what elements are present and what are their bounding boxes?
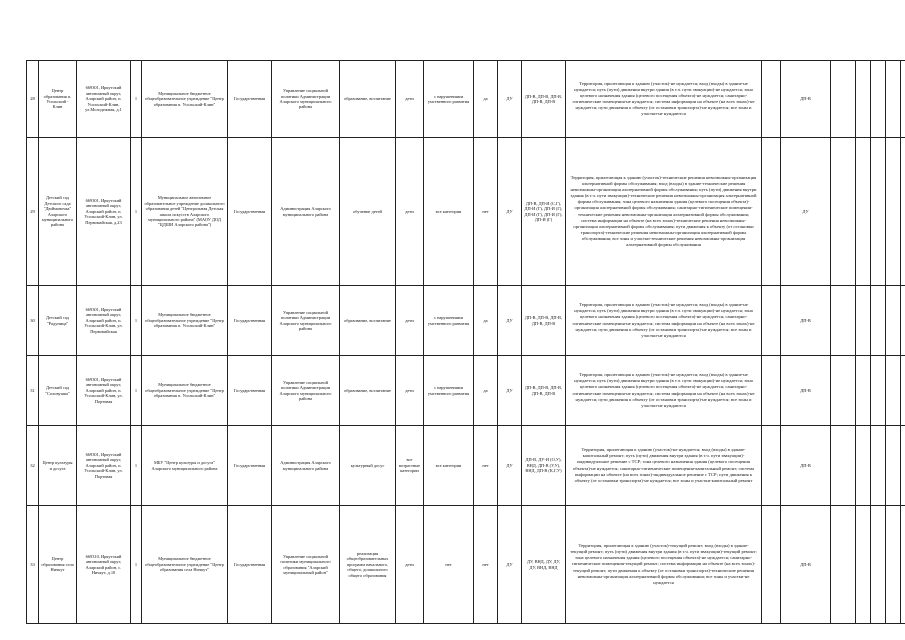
column-value: ДУ xyxy=(498,61,522,138)
adaptation-description: Территория, прилегающая к зданию (участок)-текущий ремонт; вход (входы) в здание-текущий ремонт; путь (пути) движения внутри здания (в т.ч. пути эвакуации)-текущий ремонт; зона целевого назначения здания (целевого посещения объекта)-не нуждается; санитарно-гигиенические помещения-текущий ремонт; система информации на объекте (на всех зонах)-текущий ремонт; пути движения к объекту (от остановки транспорта)-технические решения невозможны-организация альтернативной формы обслуживания; все зоны и участки-не нуждается xyxy=(566,506,762,624)
empty-cell xyxy=(856,506,871,624)
service-users: дети xyxy=(396,286,424,356)
ownership-form: Государственная xyxy=(228,506,272,624)
object-address: 669301, Иркутский автономный округ, Аларский район, п. Усольский-Клин, ул. Первомайская xyxy=(77,286,131,356)
column-value: да xyxy=(474,356,498,426)
empty-cell xyxy=(831,286,856,356)
column-value: ДУ xyxy=(498,138,522,286)
object-address: 669301, Иркутский автономный округ, Аларский район, п. Усольский-Клин, ул.Молодежная, д.1 xyxy=(77,61,131,138)
object-name: Центр культуры и досуга xyxy=(39,426,77,506)
activity-type: образование, воспитание xyxy=(340,286,396,356)
column-value: ДУ xyxy=(498,506,522,624)
accessibility-status: ДУ, ВНД, ДУ, ДУ, ДУ, ВНД, ВНД xyxy=(522,506,566,624)
activity-type: культурный досуг xyxy=(340,426,396,506)
activity-type: реализация общеобразовательных программ начального, общего, дошкольного общего образования xyxy=(340,506,396,624)
organization-name: Муниципальное бюджетное общеобразовательное учреждение "Центр образования п. Усольский-Клин" xyxy=(142,286,228,356)
accessibility-status: ДП-В, ДУ-И (О,У), ВНД, ДП-В (У,У), ВНД, ДП-В (К,Г,У) xyxy=(522,426,566,506)
floor-count: 1 xyxy=(131,138,142,286)
result-status: ДП-В xyxy=(781,61,831,138)
object-address: 669301, Иркутский автономный округ, Аларский район, п. Усольский-Клин, ул. Первомайская, д.23 xyxy=(77,138,131,286)
empty-cell xyxy=(762,286,781,356)
empty-cell xyxy=(871,506,886,624)
service-users: дети xyxy=(396,138,424,286)
activity-type: образование, воспитание xyxy=(340,61,396,138)
object-address: 669301, Иркутский автономный округ, Аларский район, п. Усольский-Клин, ул. Портовая xyxy=(77,426,131,506)
empty-cell xyxy=(886,356,901,426)
empty-cell xyxy=(901,61,905,138)
disability-category: все категории xyxy=(424,426,474,506)
empty-cell xyxy=(762,356,781,426)
accessibility-status: ДП-В, ДП-В, ДП-В, ДП-В, ДП-В xyxy=(522,286,566,356)
disability-category: с нарушениями умственного развития xyxy=(424,61,474,138)
ownership-form: Государственная xyxy=(228,426,272,506)
empty-cell xyxy=(856,426,871,506)
column-value: ДУ xyxy=(498,286,522,356)
activity-type: обучение детей xyxy=(340,138,396,286)
empty-cell xyxy=(762,61,781,138)
empty-cell xyxy=(762,138,781,286)
empty-cell xyxy=(871,286,886,356)
empty-cell xyxy=(831,61,856,138)
ownership-form: Государственная xyxy=(228,138,272,286)
empty-cell xyxy=(871,138,886,286)
higher-authority: Администрация Аларского муниципального района xyxy=(272,138,340,286)
empty-cell xyxy=(831,426,856,506)
higher-authority: Администрация Аларского муниципального района xyxy=(272,426,340,506)
empty-cell xyxy=(762,426,781,506)
disability-category: с нарушениями умственного развития xyxy=(424,356,474,426)
adaptation-description: Территория, прилегающая к зданию (участок)-не нуждается; вход (входы) в здание-не нуждается; путь (пути) движения внутри здания (в т.ч. пути эвакуации)-не нуждается; зона целевого назначения здания (целевого посещения объекта)-не нуждается; санитарно-гигиенические помещения-не нуждается; система информации на объекте (на всех зонах)-не нуждается; пути движения к объекту (от остановки транспорта)-не нуждается; все зоны и участки-не нуждаются xyxy=(566,286,762,356)
empty-cell xyxy=(831,356,856,426)
ownership-form: Государственная xyxy=(228,61,272,138)
column-value: нет xyxy=(474,426,498,506)
empty-cell xyxy=(901,356,905,426)
empty-cell xyxy=(901,506,905,624)
registry-table xyxy=(26,60,905,624)
empty-cell xyxy=(901,286,905,356)
accessibility-status: ДП-В, ДП-В, ДП-В, ДП-В, ДП-В xyxy=(522,356,566,426)
table-row xyxy=(27,286,905,356)
column-value: нет xyxy=(474,138,498,286)
empty-cell xyxy=(871,426,886,506)
service-users: дети xyxy=(396,61,424,138)
service-users: дети xyxy=(396,506,424,624)
service-users: все возрастные категории xyxy=(396,426,424,506)
table-row xyxy=(27,356,905,426)
higher-authority: Управление социальной политики муниципального образования "Аларский муниципальный район" xyxy=(272,506,340,624)
adaptation-description: Территория, прилегающая к зданию (участок)-технические решения невозможны-организация альтернативной формы обслуживания; вход (входы) в здание-технические решения невозможны-организация альтернативной формы обслуживания; путь (пути) движения внутри здания (в т.ч. пути эвакуации)-технические решения невозможны-организация альтернативной формы обслуживания; зона целевого назначения здания (целевого посещения объекта)-организация альтернативной формы обслуживания; санитарно-гигиенические помещения-технические решения невозможны-организация альтернативной формы обслуживания; система информации на объекте (на всех зонах)-технические решения невозможны-организация альтернативной формы обслуживания; пути движения к объекту (от остановки транспорта)-технические решения невозможны-организация альтернативной формы обслуживания; все зоны и участки-технические решения невозможны-организация альтернативной формы обслуживания xyxy=(566,138,762,286)
table-row xyxy=(27,61,905,138)
table-row xyxy=(27,426,905,506)
higher-authority: Управление социальной политики Администрации Аларского муниципального района xyxy=(272,356,340,426)
ownership-form: Государственная xyxy=(228,286,272,356)
object-address: 669301, Иркутский автономный округ, Аларский район, п. Усольский-Клин, ул. Портовая xyxy=(77,356,131,426)
empty-cell xyxy=(886,61,901,138)
empty-cell xyxy=(871,356,886,426)
organization-name: Муниципальное бюджетное общеобразовательное учреждение "Центр образования п. Усольский-Клин" xyxy=(142,356,228,426)
result-status: ДП-В xyxy=(781,286,831,356)
organization-name: Муниципальное автономное образовательное учреждение дошкольного образования детей "Центральная Детская школа искусств Аларского муниципального района" (МАОУ ДОД "ЦДШИ Аларского района") xyxy=(142,138,228,286)
object-name: Детский сад Детского сада "Дюймовочка" Аларского муниципального района xyxy=(39,138,77,286)
empty-cell xyxy=(871,61,886,138)
result-status: ДП-В xyxy=(781,426,831,506)
object-address: 669310, Иркутский автономный округ, Аларский район, с. Ничкут, д.10 xyxy=(77,506,131,624)
higher-authority: Управление социальной политики Администрации Аларского муниципального района xyxy=(272,286,340,356)
accessibility-status: ДП-В, ДП-И (С,Г), ДП-И (Г), ДП-И (Г), ДП-И (Г), ДП-И (Г), ДП-И (Г) xyxy=(522,138,566,286)
empty-cell xyxy=(856,356,871,426)
object-name: Центр образования села Ничкут xyxy=(39,506,77,624)
row-number: 32 xyxy=(27,426,39,506)
disability-category: нет xyxy=(424,506,474,624)
empty-cell xyxy=(886,506,901,624)
empty-cell xyxy=(831,138,856,286)
organization-name: МБУ "Центр культуры и досуга" Аларского муниципального района xyxy=(142,426,228,506)
row-number: 33 xyxy=(27,506,39,624)
table-row xyxy=(27,506,905,624)
organization-name: Муниципальное бюджетное общеобразовательное учреждение "Центр образования села Ничкут" xyxy=(142,506,228,624)
column-value: да xyxy=(474,286,498,356)
organization-name: Муниципальное бюджетное общеобразовательное учреждение "Центр образования п. Усольский-Клин" xyxy=(142,61,228,138)
empty-cell xyxy=(901,138,905,286)
floor-count: 1 xyxy=(131,61,142,138)
accessibility-status: ДП-В, ДП-В, ДП-В, ДП-В, ДП-В xyxy=(522,61,566,138)
activity-type: образование, воспитание xyxy=(340,356,396,426)
row-number: 28 xyxy=(27,61,39,138)
empty-cell xyxy=(856,138,871,286)
floor-count: 1 xyxy=(131,426,142,506)
disability-category: с нарушениями умственного развития xyxy=(424,286,474,356)
higher-authority: Управление социальной политики Администрации Аларского муниципального района xyxy=(272,61,340,138)
object-name: Центр образования п. Усольский - Клин xyxy=(39,61,77,138)
floor-count: 1 xyxy=(131,506,142,624)
adaptation-description: Территория, прилегающая к зданию (участок)-не нуждается; вход (входы) в здание-не нуждается; путь (пути) движения внутри здания (в т.ч. пути эвакуации)-не нуждается; зона целевого назначения здания (целевого посещения объекта)-не нуждается; санитарно-гигиенические помещения-не нуждается; система информации на объекте (на всех зонах)-не нуждается; пути движения к объекту (от остановки транспорта)-не нуждается; все зоны и участки-не нуждаются xyxy=(566,356,762,426)
column-value: да xyxy=(474,61,498,138)
row-number: 29 xyxy=(27,138,39,286)
adaptation-description: Территория, прилегающая к зданию (участок)-не нуждается; вход (входы) в здание-не нуждается; путь (пути) движения внутри здания (в т.ч. пути эвакуации)-не нуждается; зона целевого назначения здания (целевого посещения объекта)-не нуждается; санитарно-гигиенические помещения-не нуждается; система информации на объекте (на всех зонах)-не нуждается; пути движения к объекту (от остановки транспорта)-не нуждается; все зоны и участки-не нуждаются xyxy=(566,61,762,138)
disability-category: все категории xyxy=(424,138,474,286)
empty-cell xyxy=(856,286,871,356)
empty-cell xyxy=(886,426,901,506)
service-users: дети xyxy=(396,356,424,426)
empty-cell xyxy=(886,138,901,286)
object-name: Детский сад "Радуница" xyxy=(39,286,77,356)
column-value: нет xyxy=(474,506,498,624)
empty-cell xyxy=(886,286,901,356)
row-number: 30 xyxy=(27,286,39,356)
ownership-form: Государственная xyxy=(228,356,272,426)
empty-cell xyxy=(856,61,871,138)
result-status: ДП-В xyxy=(781,356,831,426)
table-row xyxy=(27,138,905,286)
result-status: ДУ xyxy=(781,138,831,286)
object-name: Детский сад "Соловушка" xyxy=(39,356,77,426)
empty-cell xyxy=(901,426,905,506)
floor-count: 1 xyxy=(131,356,142,426)
column-value: ДУ xyxy=(498,426,522,506)
empty-cell xyxy=(762,506,781,624)
empty-cell xyxy=(831,506,856,624)
floor-count: 1 xyxy=(131,286,142,356)
column-value: ДУ xyxy=(498,356,522,426)
result-status: ДП-В xyxy=(781,506,831,624)
adaptation-description: Территория, прилегающая к зданию (участок)-не нуждается; вход (входы) в здание-капитальный ремонт; путь (пути) движения внутри здания (в т.ч. пути эвакуации)-индивидуальное решение с ТСР; зона целевого назначения здания (целевого посещения объекта)-не нуждается; санитарно-гигиенические помещения-капитальный ремонт; система информации на объекте (на всех зонах)-индивидуальное решение с ТСР; пути движения к объекту (от остановки транспорта)-не нуждается; все зоны и участки-капитальный ремонт xyxy=(566,426,762,506)
row-number: 31 xyxy=(27,356,39,426)
